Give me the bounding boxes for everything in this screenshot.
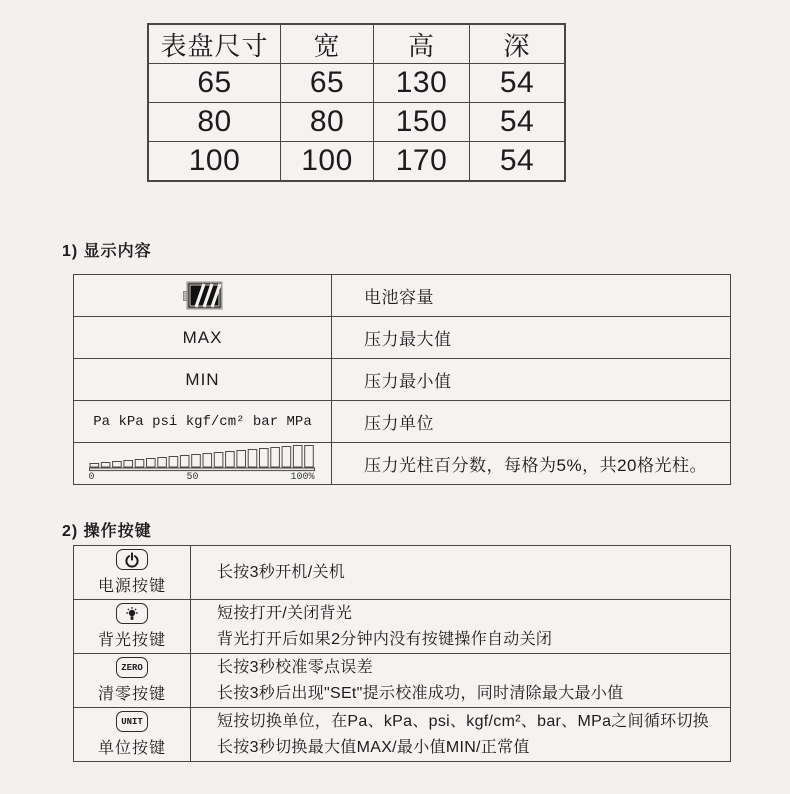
bargraph-scale bbox=[89, 472, 315, 483]
battery-icon bbox=[183, 281, 223, 310]
size-table-cell: 80 bbox=[149, 102, 280, 141]
zero-key-label: 清零按键 bbox=[97, 686, 166, 703]
scale-100: 100% bbox=[290, 472, 315, 483]
power-icon bbox=[116, 549, 148, 570]
display-desc: 压力最大值 bbox=[331, 316, 730, 358]
battery-cell bbox=[74, 275, 331, 316]
power-key-label: 电源按键 bbox=[97, 578, 166, 595]
pressure-units-label: Pa kPa psi kgf/cm² bar MPa bbox=[93, 413, 312, 430]
key-desc-line: 短按打开/关闭背光 bbox=[217, 605, 353, 622]
keys-section-heading: 2) 操作按键 bbox=[62, 523, 152, 540]
unit-key-desc bbox=[190, 707, 730, 761]
zero-key-cell bbox=[74, 653, 190, 707]
size-table-cell: 150 bbox=[373, 102, 469, 141]
size-table-cell: 65 bbox=[149, 63, 280, 102]
display-desc: 电池容量 bbox=[331, 275, 730, 316]
size-table-header: 高 bbox=[373, 25, 469, 63]
max-label-cell bbox=[74, 316, 331, 358]
units-label-cell bbox=[74, 400, 331, 442]
backlight-key-desc bbox=[190, 599, 730, 653]
power-key-desc bbox=[190, 546, 730, 599]
display-section-heading: 1) 显示内容 bbox=[62, 243, 152, 260]
size-table-cell: 54 bbox=[469, 63, 564, 102]
key-desc-line: 长按3秒后出现"SEt"提示校准成功，同时清除最大最小值 bbox=[217, 685, 624, 702]
min-label-cell bbox=[74, 358, 331, 400]
key-desc-line: 长按3秒开机/关机 bbox=[217, 564, 346, 581]
display-desc: 压力最小值 bbox=[331, 358, 730, 400]
unit-key-cell bbox=[74, 707, 190, 761]
unit-key-text: UNIT bbox=[121, 716, 143, 727]
size-table-cell: 100 bbox=[280, 141, 373, 180]
size-table-cell: 170 bbox=[373, 141, 469, 180]
backlight-icon bbox=[116, 603, 148, 624]
bargraph-cell bbox=[74, 442, 331, 484]
bargraph-icon bbox=[89, 445, 317, 484]
max-label: MAX bbox=[182, 327, 223, 347]
key-desc-line: 长按3秒切换最大值MAX/最小值MIN/正常值 bbox=[217, 739, 530, 756]
backlight-key-label: 背光按键 bbox=[97, 632, 166, 649]
size-table-cell: 54 bbox=[469, 102, 564, 141]
size-table-cell: 130 bbox=[373, 63, 469, 102]
keys-table bbox=[73, 545, 731, 762]
unit-key-icon bbox=[116, 711, 148, 732]
display-desc: 压力单位 bbox=[331, 400, 730, 442]
size-table-header: 表盘尺寸 bbox=[160, 30, 269, 61]
scale-50: 50 bbox=[186, 472, 199, 483]
display-desc: 压力光柱百分数，每格为5%，共20格光柱。 bbox=[331, 442, 730, 484]
power-key-cell bbox=[74, 546, 190, 599]
key-desc-line: 长按3秒校准零点误差 bbox=[217, 659, 373, 676]
size-table-cell: 65 bbox=[280, 63, 373, 102]
size-table bbox=[147, 23, 566, 182]
backlight-key-cell bbox=[74, 599, 190, 653]
unit-key-label: 单位按键 bbox=[97, 740, 166, 757]
size-table-cell: 80 bbox=[280, 102, 373, 141]
size-table-header: 深 bbox=[469, 25, 564, 63]
zero-key-text: ZERO bbox=[121, 662, 143, 673]
min-label: MIN bbox=[185, 369, 220, 389]
size-table-header: 宽 bbox=[280, 25, 373, 63]
key-desc-line: 短按切换单位，在Pa、kPa、psi、kgf/cm²、bar、MPa之间循环切换 bbox=[217, 713, 710, 730]
size-table-cell: 100 bbox=[149, 141, 280, 180]
key-desc-line: 背光打开后如果2分钟内没有按键操作自动关闭 bbox=[217, 631, 553, 648]
display-table bbox=[73, 274, 731, 485]
zero-key-icon bbox=[116, 657, 148, 678]
scale-0: 0 bbox=[88, 472, 95, 483]
size-table-cell: 54 bbox=[469, 141, 564, 180]
zero-key-desc bbox=[190, 653, 730, 707]
